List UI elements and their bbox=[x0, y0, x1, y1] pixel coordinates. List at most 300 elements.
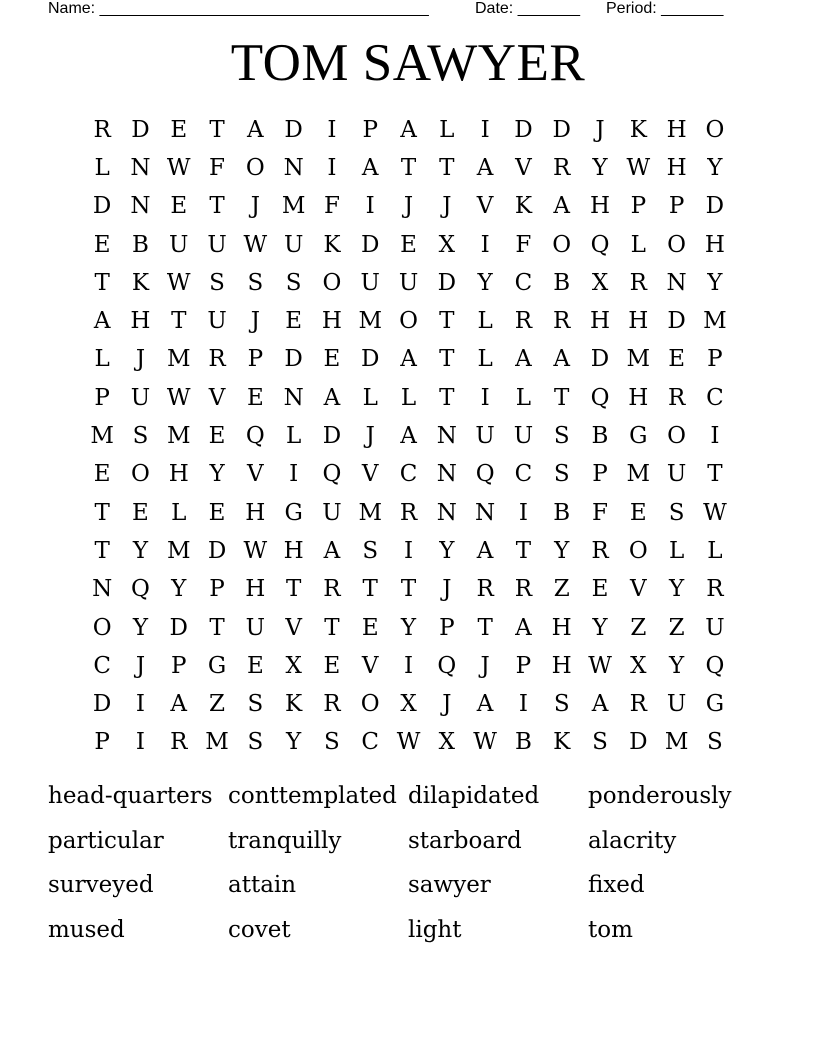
grid-letter: E bbox=[246, 384, 264, 411]
grid-letter: H bbox=[245, 576, 266, 603]
grid-letter: I bbox=[480, 231, 490, 258]
grid-letter: T bbox=[554, 384, 570, 411]
grid-letter: A bbox=[400, 423, 417, 450]
grid-letter: Z bbox=[553, 576, 570, 603]
grid-letter: T bbox=[94, 499, 110, 526]
grid-letter: P bbox=[209, 576, 225, 603]
grid-letter: Y bbox=[132, 614, 149, 641]
grid-letter: N bbox=[436, 423, 457, 450]
grid-letter: R bbox=[553, 308, 571, 335]
grid-letter: U bbox=[705, 614, 725, 641]
grid-letter: Y bbox=[592, 154, 608, 181]
grid-letter: H bbox=[589, 308, 611, 335]
word-list-item: sawyer bbox=[408, 872, 491, 899]
word-list-item: mused bbox=[48, 916, 125, 943]
header-fields bbox=[48, 0, 768, 20]
grid-letter: B bbox=[553, 269, 571, 296]
grid-letter: U bbox=[245, 614, 266, 641]
grid-letter: P bbox=[247, 346, 264, 373]
grid-letter: A bbox=[170, 691, 188, 718]
word-list-item: conttemplated bbox=[228, 783, 397, 809]
grid-letter: U bbox=[130, 384, 151, 411]
grid-letter: P bbox=[94, 729, 110, 756]
grid-letter: D bbox=[131, 116, 150, 143]
grid-letter: R bbox=[93, 116, 111, 143]
grid-letter: P bbox=[592, 461, 608, 488]
grid-letter: W bbox=[166, 154, 191, 181]
grid-letter: E bbox=[208, 423, 226, 450]
page-title: TOM SAWYER bbox=[230, 34, 586, 92]
word-list-item: ponderously bbox=[588, 783, 732, 809]
grid-letter: C bbox=[399, 461, 418, 488]
grid-letter: D bbox=[284, 346, 303, 373]
grid-letter: M bbox=[90, 423, 114, 450]
grid-letter: W bbox=[473, 729, 497, 756]
grid-letter: H bbox=[666, 154, 687, 181]
grid-letter: V bbox=[247, 461, 264, 488]
grid-letter: D bbox=[361, 346, 380, 373]
grid-letter: J bbox=[442, 576, 452, 603]
grid-letter: V bbox=[361, 461, 379, 488]
grid-letter: X bbox=[285, 652, 302, 679]
grid-letter: Q bbox=[131, 576, 150, 603]
grid-letter: E bbox=[323, 346, 341, 373]
grid-letter: S bbox=[324, 729, 340, 756]
grid-letter: G bbox=[207, 652, 227, 679]
grid-letter: L bbox=[94, 154, 110, 181]
grid-letter: L bbox=[362, 384, 378, 411]
grid-letter: D bbox=[705, 193, 725, 220]
grid-letter: N bbox=[283, 384, 304, 411]
grid-letter: D bbox=[92, 193, 112, 220]
grid-letter: D bbox=[284, 116, 303, 143]
grid-letter: O bbox=[399, 308, 418, 335]
grid-letter: G bbox=[284, 499, 303, 526]
grid-letter: I bbox=[480, 384, 490, 411]
grid-letter: W bbox=[243, 537, 268, 564]
grid-letter: M bbox=[281, 193, 306, 220]
grid-letter: G bbox=[705, 691, 725, 718]
grid-letter: Y bbox=[171, 576, 187, 603]
grid-letter: P bbox=[515, 652, 532, 679]
grid-letter: I bbox=[403, 537, 414, 564]
grid-letter: R bbox=[553, 154, 571, 181]
grid-letter: H bbox=[666, 116, 687, 143]
grid-letter: I bbox=[518, 499, 528, 526]
grid-letter: Y bbox=[669, 576, 685, 603]
grid-letter: V bbox=[515, 154, 532, 181]
grid-letter: A bbox=[515, 614, 532, 641]
grid-letter: E bbox=[93, 461, 111, 488]
grid-letter: A bbox=[515, 346, 532, 373]
grid-letter: V bbox=[629, 576, 647, 603]
grid-letter: U bbox=[207, 308, 227, 335]
grid-letter: S bbox=[553, 461, 570, 488]
grid-letter: N bbox=[666, 269, 687, 296]
grid-letter: Y bbox=[707, 269, 723, 296]
grid-letter: T bbox=[209, 116, 225, 143]
grid-letter: T bbox=[439, 154, 455, 181]
grid-letter: T bbox=[209, 193, 225, 220]
grid-letter: V bbox=[285, 614, 302, 641]
word-list-item: tranquilly bbox=[228, 827, 342, 854]
grid-letter: I bbox=[327, 154, 337, 181]
grid-letter: A bbox=[553, 346, 571, 373]
grid-letter: L bbox=[668, 537, 685, 564]
grid-letter: M bbox=[358, 499, 382, 526]
grid-letter: L bbox=[171, 499, 187, 526]
grid-letter: D bbox=[629, 729, 648, 756]
grid-letter: I bbox=[710, 423, 720, 450]
grid-letter: R bbox=[629, 269, 647, 296]
grid-letter: L bbox=[477, 346, 493, 373]
grid-letter: T bbox=[94, 269, 110, 296]
grid-letter: K bbox=[323, 231, 341, 258]
word-list-item: particular bbox=[48, 827, 164, 854]
grid-letter: M bbox=[166, 346, 191, 373]
grid-letter: W bbox=[166, 384, 191, 411]
grid-letter: G bbox=[629, 423, 648, 450]
grid-letter: W bbox=[588, 652, 612, 679]
grid-letter: E bbox=[93, 231, 111, 258]
grid-letter: S bbox=[209, 269, 225, 296]
grid-letter: R bbox=[514, 308, 533, 335]
grid-letter: A bbox=[476, 154, 494, 181]
grid-letter: C bbox=[361, 729, 380, 756]
grid-letter: E bbox=[668, 346, 685, 373]
grid-letter: L bbox=[515, 384, 532, 411]
grid-letter: P bbox=[707, 346, 723, 373]
grid-letter: A bbox=[247, 116, 264, 143]
grid-letter: Y bbox=[707, 154, 723, 181]
grid-letter: U bbox=[398, 269, 419, 296]
grid-letter: Y bbox=[669, 652, 685, 679]
grid-letter: N bbox=[130, 154, 151, 181]
grid-letter: O bbox=[667, 231, 687, 258]
grid-letter: O bbox=[245, 154, 265, 181]
grid-letter: Q bbox=[705, 652, 725, 679]
grid-letter: V bbox=[208, 384, 226, 411]
grid-letter: E bbox=[591, 576, 609, 603]
grid-letter: H bbox=[321, 308, 342, 335]
grid-letter: H bbox=[551, 652, 572, 679]
grid-letter: N bbox=[92, 576, 113, 603]
grid-letter: U bbox=[169, 231, 189, 258]
grid-letter: R bbox=[667, 384, 686, 411]
grid-letter: O bbox=[552, 231, 572, 258]
grid-letter: U bbox=[475, 423, 495, 450]
grid-letter: C bbox=[93, 652, 111, 679]
grid-letter: I bbox=[135, 729, 145, 756]
grid-letter: X bbox=[630, 652, 647, 679]
grid-letter: B bbox=[591, 423, 609, 450]
period-field-label: Period: _______ bbox=[606, 0, 724, 17]
grid-letter: P bbox=[94, 384, 110, 411]
grid-letter: L bbox=[285, 423, 302, 450]
grid-letter: I bbox=[365, 193, 375, 220]
grid-letter: E bbox=[208, 499, 226, 526]
grid-letter: V bbox=[476, 193, 494, 220]
grid-letter: L bbox=[477, 308, 493, 335]
grid-letter: R bbox=[399, 499, 418, 526]
grid-letter: A bbox=[553, 193, 571, 220]
grid-letter: A bbox=[400, 346, 417, 373]
grid-letter: M bbox=[166, 537, 191, 564]
grid-letter: F bbox=[515, 231, 532, 258]
grid-letter: A bbox=[476, 537, 494, 564]
grid-letter: Q bbox=[590, 231, 610, 258]
grid-letter: Q bbox=[245, 423, 265, 450]
grid-letter: O bbox=[131, 461, 150, 488]
grid-letter: W bbox=[626, 154, 651, 181]
grid-letter: S bbox=[553, 423, 570, 450]
grid-letter: P bbox=[171, 652, 187, 679]
grid-letter: J bbox=[442, 193, 452, 220]
grid-letter: R bbox=[706, 576, 724, 603]
grid-letter: O bbox=[92, 614, 112, 641]
grid-letter: J bbox=[595, 116, 605, 143]
grid-letter: S bbox=[553, 691, 570, 718]
grid-letter: V bbox=[361, 652, 379, 679]
grid-letter: P bbox=[362, 116, 378, 143]
grid-letter: T bbox=[477, 614, 493, 641]
word-list-item: alacrity bbox=[588, 827, 677, 854]
grid-letter: L bbox=[630, 231, 646, 258]
grid-letter: O bbox=[360, 691, 380, 718]
grid-letter: K bbox=[514, 193, 532, 220]
grid-letter: D bbox=[361, 231, 380, 258]
grid-letter: Z bbox=[668, 614, 685, 641]
word-list-item: fixed bbox=[588, 872, 645, 899]
grid-letter: T bbox=[439, 346, 455, 373]
grid-letter: O bbox=[705, 116, 725, 143]
grid-letter: L bbox=[707, 537, 723, 564]
grid-letter: D bbox=[169, 614, 188, 641]
grid-letter: U bbox=[322, 499, 342, 526]
grid-letter: E bbox=[170, 116, 188, 143]
grid-letter: W bbox=[166, 269, 191, 296]
grid-letter: L bbox=[439, 116, 455, 143]
grid-letter: F bbox=[592, 499, 608, 526]
grid-letter: R bbox=[323, 691, 341, 718]
grid-letter: D bbox=[514, 116, 533, 143]
grid-letter: T bbox=[707, 461, 723, 488]
grid-letter: R bbox=[591, 537, 609, 564]
grid-letter: R bbox=[476, 576, 494, 603]
grid-letter: M bbox=[166, 423, 191, 450]
grid-letter: A bbox=[400, 116, 417, 143]
grid-letter: M bbox=[626, 346, 651, 373]
word-list-item: light bbox=[408, 916, 462, 943]
grid-letter: I bbox=[289, 461, 299, 488]
grid-letter: A bbox=[323, 384, 341, 411]
grid-letter: N bbox=[436, 499, 457, 526]
grid-letter: Y bbox=[132, 537, 149, 564]
grid-letter: D bbox=[207, 537, 227, 564]
grid-letter: T bbox=[515, 537, 532, 564]
grid-letter: T bbox=[439, 308, 455, 335]
grid-letter: D bbox=[322, 423, 342, 450]
grid-letter: I bbox=[403, 652, 414, 679]
grid-letter: T bbox=[439, 384, 455, 411]
grid-letter: H bbox=[283, 537, 304, 564]
grid-letter: E bbox=[132, 499, 149, 526]
grid-letter: T bbox=[362, 576, 378, 603]
grid-letter: Z bbox=[630, 614, 647, 641]
grid-letter: D bbox=[552, 116, 571, 143]
grid-letter: S bbox=[707, 729, 723, 756]
grid-letter: P bbox=[439, 614, 455, 641]
grid-letter: T bbox=[324, 614, 340, 641]
grid-letter: M bbox=[205, 729, 229, 756]
grid-letter: H bbox=[628, 308, 649, 335]
word-list-item: surveyed bbox=[48, 872, 154, 899]
grid-letter: P bbox=[668, 193, 685, 220]
grid-letter: M bbox=[358, 308, 382, 335]
date-field-label: Date: _______ bbox=[475, 0, 580, 17]
grid-letter: N bbox=[436, 461, 457, 488]
grid-letter: M bbox=[664, 729, 689, 756]
grid-letter: K bbox=[553, 729, 571, 756]
grid-letter: U bbox=[283, 231, 304, 258]
word-list-item: starboard bbox=[408, 827, 522, 854]
grid-letter: R bbox=[629, 691, 647, 718]
grid-letter: F bbox=[209, 154, 226, 181]
grid-letter: I bbox=[480, 116, 490, 143]
grid-letter: X bbox=[400, 691, 417, 718]
grid-letter: S bbox=[592, 729, 608, 756]
grid-letter: U bbox=[666, 691, 687, 718]
grid-letter: R bbox=[208, 346, 226, 373]
grid-letter: O bbox=[628, 537, 648, 564]
grid-letter: M bbox=[703, 308, 727, 335]
grid-letter: T bbox=[400, 576, 417, 603]
grid-letter: Q bbox=[322, 461, 342, 488]
grid-letter: P bbox=[630, 193, 647, 220]
grid-letter: H bbox=[168, 461, 189, 488]
grid-letter: X bbox=[438, 231, 455, 258]
word-list-item: dilapidated bbox=[408, 783, 540, 809]
word-list-item: head-quarters bbox=[48, 783, 213, 809]
grid-letter: I bbox=[518, 691, 528, 718]
grid-letter: E bbox=[285, 308, 303, 335]
grid-letter: N bbox=[475, 499, 496, 526]
grid-letter: S bbox=[132, 423, 149, 450]
grid-letter: O bbox=[322, 269, 342, 296]
grid-letter: B bbox=[553, 499, 571, 526]
grid-letter: H bbox=[551, 614, 572, 641]
grid-letter: C bbox=[514, 269, 533, 296]
grid-letter: Y bbox=[554, 537, 570, 564]
grid-letter: C bbox=[706, 384, 724, 411]
grid-letter: B bbox=[514, 729, 532, 756]
grid-letter: B bbox=[131, 231, 149, 258]
grid-letter: H bbox=[704, 231, 725, 258]
grid-letter: Y bbox=[209, 461, 225, 488]
grid-letter: J bbox=[403, 193, 414, 220]
word-list-item: covet bbox=[228, 916, 291, 943]
grid-letter: T bbox=[400, 154, 417, 181]
letter-grid bbox=[83, 111, 734, 762]
grid-letter: K bbox=[285, 691, 303, 718]
grid-letter: H bbox=[245, 499, 266, 526]
grid-letter: E bbox=[170, 193, 188, 220]
grid-letter: Z bbox=[209, 691, 226, 718]
grid-letter: E bbox=[629, 499, 647, 526]
grid-letter: T bbox=[285, 576, 302, 603]
grid-letter: J bbox=[135, 346, 146, 373]
grid-letter: J bbox=[480, 652, 490, 679]
grid-letter: E bbox=[246, 652, 264, 679]
grid-letter: Y bbox=[592, 614, 608, 641]
grid-letter: S bbox=[247, 729, 264, 756]
name-field-label: Name: _____________________________________ bbox=[48, 0, 429, 17]
grid-letter: H bbox=[130, 308, 151, 335]
grid-letter: J bbox=[250, 308, 260, 335]
grid-letter: X bbox=[438, 729, 455, 756]
grid-letter: W bbox=[703, 499, 727, 526]
grid-letter: C bbox=[514, 461, 533, 488]
grid-letter: J bbox=[250, 193, 260, 220]
grid-letter: S bbox=[247, 269, 264, 296]
grid-letter: U bbox=[666, 461, 687, 488]
grid-letter: N bbox=[283, 154, 304, 181]
grid-letter: T bbox=[94, 537, 110, 564]
grid-letter: U bbox=[513, 423, 534, 450]
grid-letter: Q bbox=[475, 461, 495, 488]
grid-letter: A bbox=[476, 691, 494, 718]
grid-letter: U bbox=[360, 269, 380, 296]
grid-letter: K bbox=[629, 116, 647, 143]
grid-letter: H bbox=[628, 384, 649, 411]
grid-letter: E bbox=[400, 231, 417, 258]
grid-letter: R bbox=[170, 729, 188, 756]
grid-letter: Q bbox=[590, 384, 610, 411]
grid-letter: A bbox=[361, 154, 379, 181]
grid-letter: Y bbox=[477, 269, 493, 296]
grid-letter: A bbox=[591, 691, 609, 718]
word-list-item: tom bbox=[588, 916, 633, 943]
grid-letter: D bbox=[437, 269, 457, 296]
grid-letter: E bbox=[361, 614, 379, 641]
grid-letter: S bbox=[668, 499, 685, 526]
grid-letter: J bbox=[365, 423, 375, 450]
grid-letter: K bbox=[131, 269, 150, 296]
grid-letter: A bbox=[93, 308, 111, 335]
grid-letter: U bbox=[207, 231, 227, 258]
grid-letter: D bbox=[667, 308, 686, 335]
word-list-item: attain bbox=[228, 872, 297, 899]
grid-letter: R bbox=[323, 576, 341, 603]
grid-letter: A bbox=[323, 537, 341, 564]
grid-letter: S bbox=[285, 269, 302, 296]
grid-letter: J bbox=[135, 652, 146, 679]
grid-letter: E bbox=[323, 652, 341, 679]
grid-letter: R bbox=[514, 576, 533, 603]
grid-letter: J bbox=[442, 691, 452, 718]
grid-letter: Y bbox=[439, 537, 455, 564]
grid-letter: M bbox=[626, 461, 651, 488]
grid-letter: D bbox=[92, 691, 112, 718]
grid-letter: F bbox=[323, 193, 340, 220]
grid-letter: X bbox=[591, 269, 609, 296]
word-list bbox=[48, 776, 768, 954]
grid-letter: I bbox=[135, 691, 145, 718]
grid-letter: W bbox=[243, 231, 268, 258]
grid-letter: H bbox=[589, 193, 611, 220]
grid-letter: T bbox=[171, 308, 187, 335]
grid-letter: S bbox=[247, 691, 264, 718]
